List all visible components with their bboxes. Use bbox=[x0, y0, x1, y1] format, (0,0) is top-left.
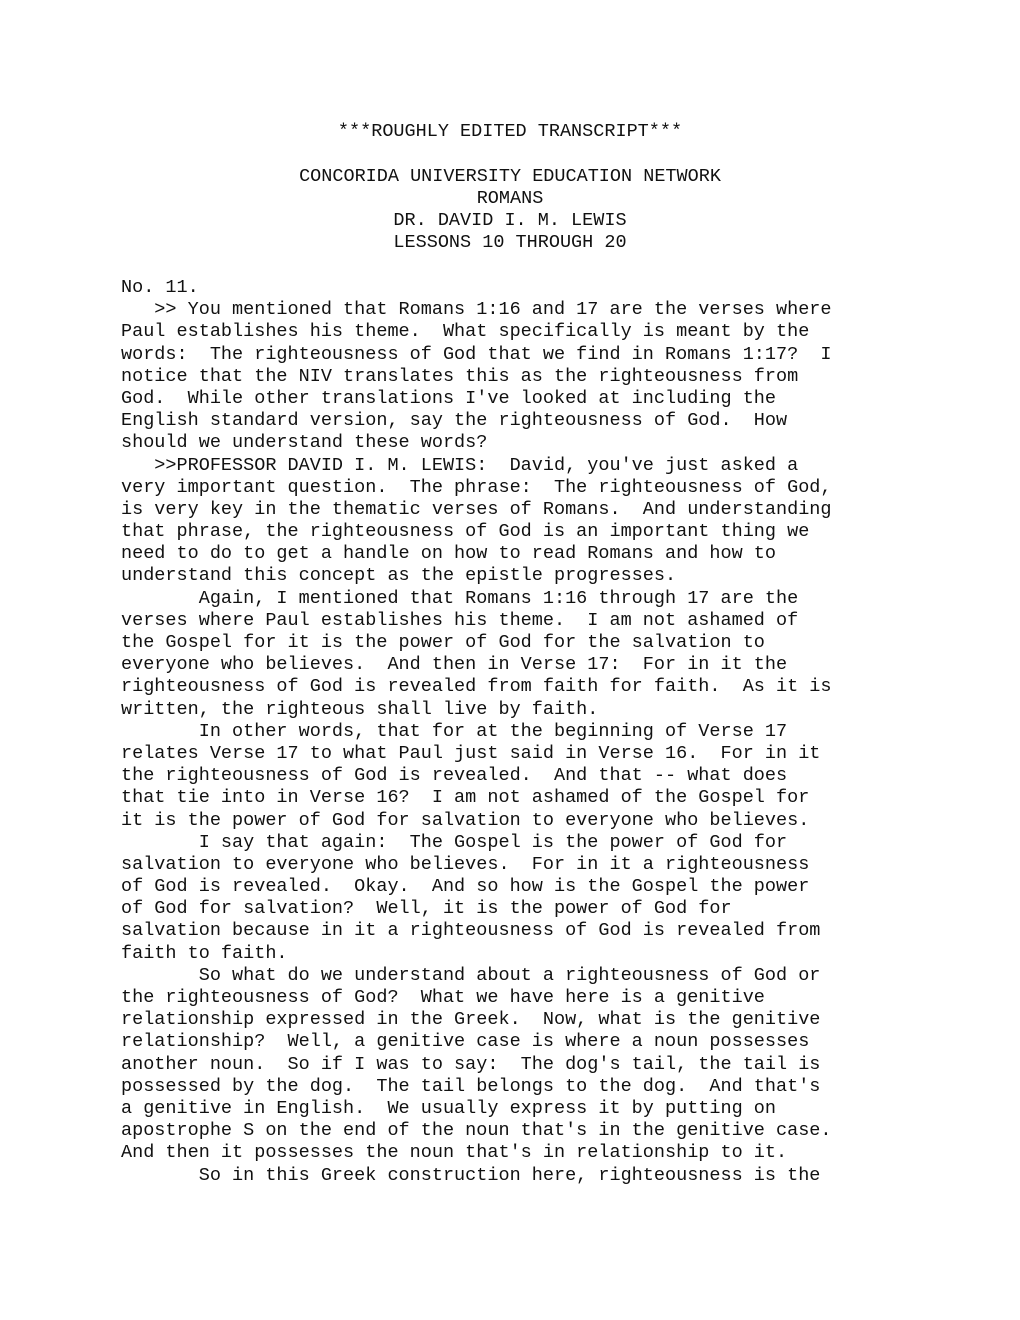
transcript-line: I say that again: The Gospel is the power of God for bbox=[121, 831, 788, 853]
transcript-line: of God for salvation? Well, it is the power of God for bbox=[121, 898, 732, 920]
transcript-line: Again, I mentioned that Romans 1:16 through 17 are the bbox=[121, 587, 799, 609]
transcript-line: of God is revealed. Okay. And so how is the Gospel the power bbox=[121, 876, 810, 898]
transcript-line: a genitive in English. We usually express it by putting on bbox=[121, 1097, 777, 1119]
transcript-line: should we understand these words? bbox=[121, 432, 488, 454]
lessons-range: LESSONS 10 THROUGH 20 bbox=[393, 232, 627, 253]
transcript-line: No. 11. bbox=[121, 277, 199, 298]
transcript-label: ***ROUGHLY EDITED TRANSCRIPT*** bbox=[337, 121, 683, 142]
transcript-line: And then it possesses the noun that's in relationship to it. bbox=[121, 1142, 788, 1164]
transcript-line: notice that the NIV translates this as the righteousness from bbox=[121, 365, 799, 387]
transcript-line: God. While other translations I've looked at including the bbox=[121, 387, 777, 409]
transcript-line: another noun. So if I was to say: The dog's tail, the tail is bbox=[121, 1053, 821, 1075]
transcript-line: need to do to get a handle on how to read Romans and how to bbox=[121, 543, 777, 565]
instructor-name: DR. DAVID I. M. LEWIS bbox=[393, 210, 627, 231]
network-name: CONCORIDA UNIVERSITY EDUCATION NETWORK bbox=[299, 166, 721, 187]
transcript-line: righteousness of God is revealed from faith for faith. As it is bbox=[121, 676, 832, 698]
transcript-line: So what do we understand about a righteousness of God or bbox=[121, 964, 821, 986]
transcript-line: understand this concept as the epistle progresses. bbox=[121, 565, 677, 587]
transcript-line: verses where Paul establishes his theme. I am not ashamed of bbox=[121, 609, 799, 631]
transcript-line: possessed by the dog. The tail belongs to the dog. And that's bbox=[121, 1075, 821, 1097]
transcript-line: faith to faith. bbox=[121, 942, 288, 964]
transcript-line: is very key in the thematic verses of Romans. And understanding bbox=[121, 498, 832, 520]
transcript-line: Paul establishes his theme. What specifically is meant by the bbox=[121, 321, 810, 343]
transcript-body bbox=[121, 277, 1001, 1187]
transcript-line: salvation to everyone who believes. For in it a righteousness bbox=[121, 853, 810, 875]
transcript-line: that tie into in Verse 16? I am not ashamed of the Gospel for bbox=[121, 787, 810, 809]
course-title: ROMANS bbox=[476, 188, 544, 209]
transcript-line: very important question. The phrase: The righteousness of God, bbox=[121, 476, 832, 498]
transcript-line: apostrophe S on the end of the noun that's in the genitive case. bbox=[121, 1120, 832, 1142]
transcript-line: So in this Greek construction here, righteousness is the bbox=[121, 1164, 821, 1186]
transcript-line: the righteousness of God is revealed. And that -- what does bbox=[121, 765, 788, 787]
transcript-line: In other words, that for at the beginning of Verse 17 bbox=[121, 720, 788, 742]
transcript-line: >> You mentioned that Romans 1:16 and 17 are the verses where bbox=[121, 299, 832, 321]
transcript-line: words: The righteousness of God that we find in Romans 1:17? I bbox=[121, 343, 832, 365]
transcript-line: relates Verse 17 to what Paul just said in Verse 16. For in it bbox=[121, 742, 821, 764]
transcript-line: relationship? Well, a genitive case is where a noun possesses bbox=[121, 1031, 810, 1053]
transcript-line: >>PROFESSOR DAVID I. M. LEWIS: David, you've just asked a bbox=[121, 454, 799, 476]
transcript-line: it is the power of God for salvation to everyone who believes. bbox=[121, 809, 810, 831]
transcript-line: the Gospel for it is the power of God for the salvation to bbox=[121, 632, 765, 653]
transcript-line: relationship expressed in the Greek. Now, what is the genitive bbox=[121, 1009, 821, 1031]
transcript-line: English standard version, say the righteousness of God. How bbox=[121, 410, 788, 432]
transcript-line: salvation because in it a righteousness of God is revealed from bbox=[121, 920, 821, 942]
transcript-line: the righteousness of God? What we have here is a genitive bbox=[121, 987, 765, 1008]
transcript-line: everyone who believes. And then in Verse 17: For in it the bbox=[121, 654, 788, 676]
transcript-line: written, the righteous shall live by faith. bbox=[121, 698, 599, 720]
transcript-line: that phrase, the righteousness of God is an important thing we bbox=[121, 521, 810, 543]
